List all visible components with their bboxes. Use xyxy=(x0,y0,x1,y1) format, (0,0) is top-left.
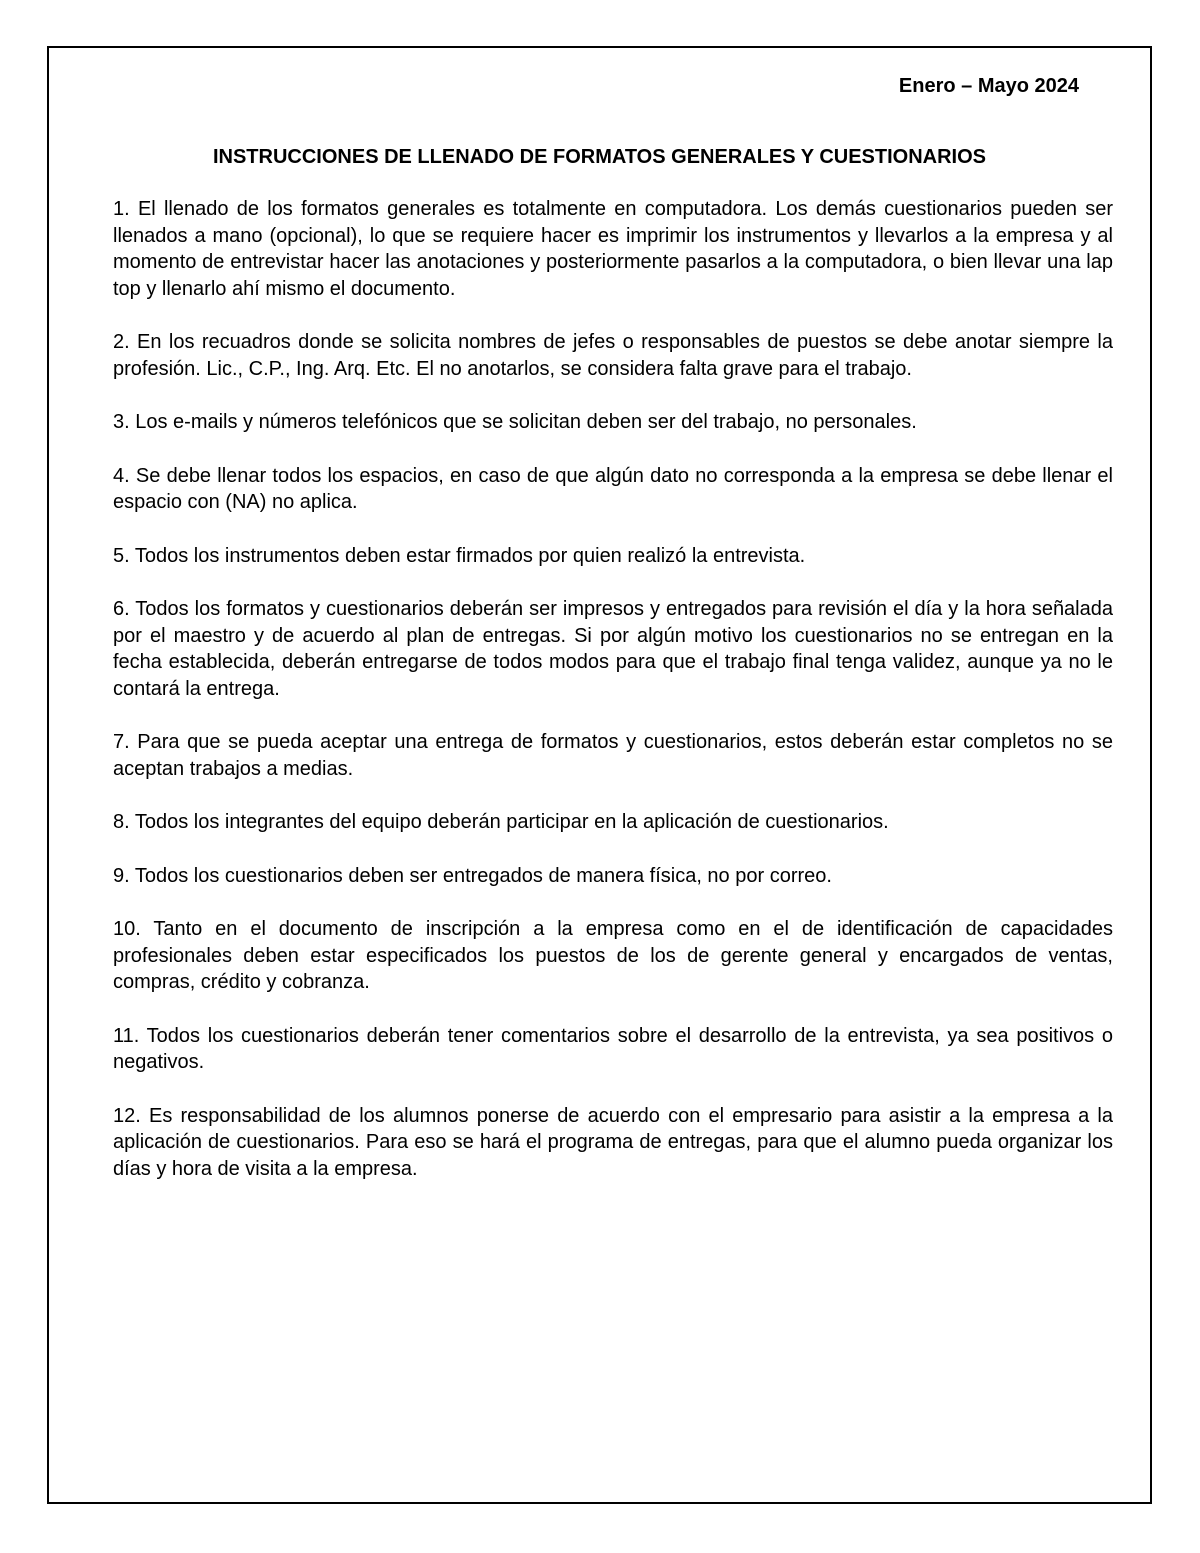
instruction-list xyxy=(113,196,1113,1209)
instruction-item-9: 9. Todos los cuestionarios deben ser entregados de manera física, no por correo. xyxy=(113,864,832,887)
instruction-item-10: 10. Tanto en el documento de inscripción a la empresa como en el de identificación de capacidades profesionales deben estar especificados los puestos de los de gerente general y encargados de ventas, compras, crédito y cobranza. xyxy=(113,918,1113,993)
instruction-item-5: 5. Todos los instrumentos deben estar firmados por quien realizó la entrevista. xyxy=(113,544,806,567)
instruction-item-7: 7. Para que se pueda aceptar una entrega de formatos y cuestionarios, estos deberán estar completos no se aceptan trabajos a medias. xyxy=(113,731,1113,780)
instruction-item-6: 6. Todos los formatos y cuestionarios deberán ser impresos y entregados para revisión el día y la hora señalada por el maestro y de acuerdo al plan de entregas. Si por algún motivo los cuestionarios no se entregan en la fecha establecida, deberán entregarse de todos modos para que el trabajo final tenga validez, aunque ya no le contará la entrega. xyxy=(113,598,1113,700)
document-title: INSTRUCCIONES DE LLENADO DE FORMATOS GENERALES Y CUESTIONARIOS xyxy=(212,146,987,168)
page-border xyxy=(47,46,1152,1504)
instruction-item-4: 4. Se debe llenar todos los espacios, en caso de que algún dato no corresponda a la empresa se debe llenar el espacio con (NA) no aplica. xyxy=(113,464,1113,513)
instruction-item-1: 1. El llenado de los formatos generales es totalmente en computadora. Los demás cuestionarios pueden ser llenados a mano (opcional), lo que se requiere hacer es imprimir los instrumentos y llevarlos a la empresa y al momento de entrevistar hacer las anotaciones y posteriormente pasarlos a la computadora, o bien llevar una lap top y llenarlo ahí mismo el documento. xyxy=(113,198,1113,300)
instruction-item-11: 11. Todos los cuestionarios deberán tener comentarios sobre el desarrollo de la entrevista, ya sea positivos o negativos. xyxy=(113,1024,1113,1073)
instruction-item-3: 3. Los e-mails y números telefónicos que se solicitan deben ser del trabajo, no personales. xyxy=(113,411,917,433)
instruction-item-12: 12. Es responsabilidad de los alumnos ponerse de acuerdo con el empresario para asistir a la empresa a la aplicación de cuestionarios. Para eso se hará el programa de entregas, para que el alumno pueda organizar los días y hora de visita a la empresa. xyxy=(113,1104,1113,1180)
document-date: Enero – Mayo 2024 xyxy=(898,75,1079,97)
instruction-item-8: 8. Todos los integrantes del equipo deberán participar en la aplicación de cuestionarios. xyxy=(113,811,889,833)
instruction-item-2: 2. En los recuadros donde se solicita nombres de jefes o responsables de puestos se debe anotar siempre la profesión. Lic., C.P., Ing. Arq. Etc. El no anotarlos, se considera falta grave para el trabajo. xyxy=(113,331,1113,380)
